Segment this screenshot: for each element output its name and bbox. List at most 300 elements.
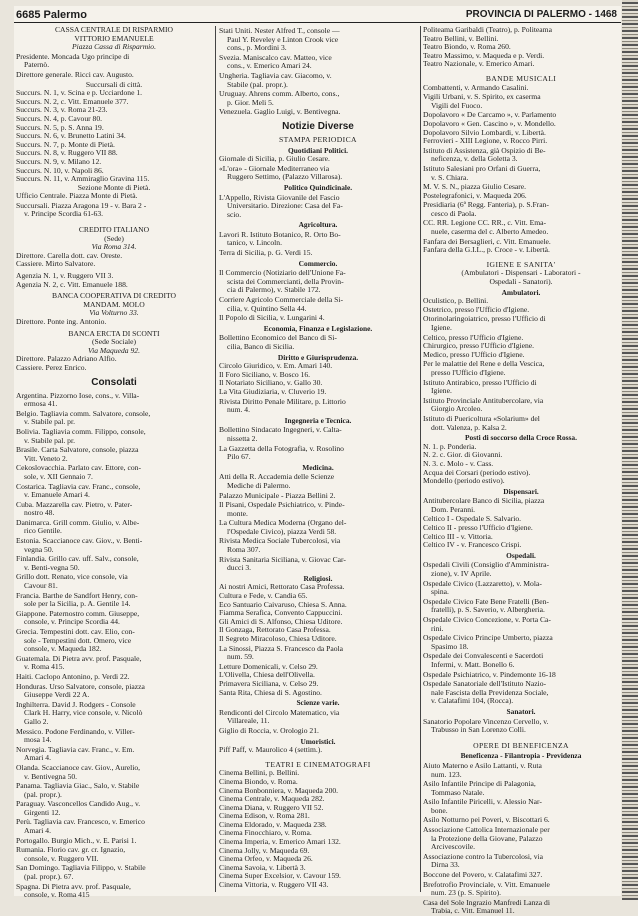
entry-line: Il Popolo di Sicilia, v. Lungarini 4. <box>219 313 325 323</box>
entry-line: Primavera Siciliana, v. Celso 29. <box>219 678 319 688</box>
entry-line: ducci 3. <box>227 563 252 573</box>
directory-entry <box>16 673 212 682</box>
directory-entry <box>16 818 212 835</box>
entry-line: Dirna 33. <box>431 860 460 870</box>
directory-entry <box>219 556 417 573</box>
directory-entry <box>219 194 417 220</box>
entry-line: Ospedale Civico Fate Bene Fratelli (Ben- <box>423 596 549 606</box>
entry-line: Ospedale Psichiatrico, v. Pindemonte 16-18 <box>423 669 556 679</box>
entry-line: Atti della R. Accademia delle Scienze <box>219 472 335 482</box>
entry-line: La Gazzetta della Fotografia, v. Rosolino <box>219 443 344 453</box>
entry-line: rini. <box>431 623 444 633</box>
entry-line: Rendiconti del Circolo Matematico, via <box>219 707 340 717</box>
entry-line: Succurs. N. 2, c. Vitt. Emanuele 377. <box>16 96 129 106</box>
directory-entry <box>219 426 417 443</box>
directory-entry <box>423 147 619 164</box>
entry-line: Cultura e Fede, v. Candia 65. <box>219 591 308 601</box>
entry-line: p. Gior. Meli 5. <box>227 97 274 107</box>
entry-line: cons., v. Emerico Amari 24. <box>227 61 312 71</box>
subsection-heading: Ambulatori. <box>501 287 541 297</box>
column-divider <box>215 26 216 892</box>
entry-line: Ospedale dei Convalescenti e Sacerdoti <box>423 651 544 661</box>
entry-line: Ospedale Civico Concezione, v. Porta Ca- <box>423 615 551 624</box>
centered-line: VITTORIO EMANUELE <box>74 33 154 43</box>
entry-line: Grillo dott. Renato, vice console, via <box>16 572 128 582</box>
directory-entry <box>16 483 212 500</box>
entry-line: Belgio. Tagliavia comm. Salvatore, console, <box>16 408 151 418</box>
entry-line: fratelli), p. S. Saverio, v. Albergheria. <box>431 605 545 615</box>
entry-line: Ufficio Centrale. Piazza Monte di Pietà. <box>16 191 138 201</box>
entry-line: sole - Tempestini dott. Omero, vice <box>24 635 132 645</box>
subsection-heading: Diritto e Giurisprudenza. <box>277 352 359 362</box>
entry-line: Cinema Edison, v. Roma 281. <box>219 811 310 821</box>
entry-line: Lavori R. Istituto Botanico, R. Orto Bo- <box>219 229 341 239</box>
entry-line: Celtico I - Ospedale S. Salvario. <box>423 514 522 524</box>
column-2 <box>219 26 417 894</box>
entry-line: Haiti. Caclopo Antonino, p. Verdi 22. <box>16 671 130 681</box>
entry-line: Asilo Infantile Principe di Palagonia, <box>423 779 536 789</box>
entry-line: Circolo Giuridico, v. Em. Amari 140. <box>219 361 333 371</box>
directory-entry <box>219 445 417 462</box>
entry-line: Inghilterra. David J. Rodgers - Console <box>16 699 136 709</box>
entry-line: Cinema Centrale, v. Maqueda 282. <box>219 794 325 804</box>
directory-entry <box>423 580 619 597</box>
entry-line: Messico. Podone Ferdinando, v. Viller- <box>16 726 135 736</box>
entry-line: v. Emanuele Amari 4. <box>24 490 90 500</box>
directory-entry <box>16 573 212 590</box>
directory-entry <box>423 397 619 414</box>
entry-line: Celtico IV - v. Francesco Crispi. <box>423 540 522 550</box>
entry-line: Rivista Sanitaria Siciliana, v. Giovac Car- <box>219 554 346 564</box>
entry-line: Teatro Biondo, v. Roma 260. <box>423 42 511 52</box>
entry-line: Panama. Tagliavia Giac., Salo, v. Stabile <box>16 781 140 791</box>
entry-line: Ospedale Civico Principe Umberto, piazza <box>423 633 553 643</box>
entry-line: Perù. Tagliavia cav. Francesco, v. Emerico <box>16 817 145 827</box>
entry-line: Arcivescovile. <box>431 842 476 852</box>
entry-line: Ospedale Sanatoriale dell'Istituto Nazio- <box>423 679 547 689</box>
entry-line: Rivista Medica Sociale Tubercolosi, via <box>219 536 341 546</box>
section-title: STAMPA PERIODICA <box>279 134 357 144</box>
entry-line: num. 4. <box>227 405 250 415</box>
entry-line: Cassiere. Perez Enrico. <box>16 362 87 372</box>
entry-line: Acqua dei Corsari (periodo estivo). <box>423 467 531 477</box>
directory-entry <box>16 628 212 654</box>
entry-line: ermosa 41. <box>24 399 58 409</box>
entry-line: Politeama Garibaldi (Teatro), p. Politeama <box>423 25 552 34</box>
directory-entry <box>423 652 619 669</box>
entry-line: Succurs. N. 6, v. Brunetto Latini 34. <box>16 131 126 141</box>
centered-line: (Sede Sociale) <box>91 337 137 347</box>
section-title: TEATRI E CINEMATOGRAFI <box>265 759 371 769</box>
address-line: Piazza Cassa di Risparmio. <box>72 42 156 52</box>
entry-line: Istituto di Assistenza, già Ospizio di Be- <box>423 145 546 155</box>
entry-line: Cinema Bellini, p. Bellini. <box>219 768 300 778</box>
header-rule <box>14 22 621 23</box>
directory-entry <box>423 780 619 797</box>
entry-line: Villareale, 11. <box>227 716 270 726</box>
entry-line: Guatemala. Di Pietra avv. prof. Pasquale, <box>16 653 142 663</box>
entry-line: dott. Valenza, p. Kalsa 2. <box>431 422 507 432</box>
book-edge <box>622 0 638 900</box>
entry-line: monte. <box>227 508 248 518</box>
entry-line: Vigili del Fuoco. <box>431 100 483 110</box>
entry-line: La Vita Giudiziaria, v. Cluverio 19. <box>219 386 327 396</box>
entry-line: cesco di Paola. <box>431 208 477 218</box>
entry-line: Antitubercolare Banco di Sicilia, piazza <box>423 496 545 506</box>
entry-line: Stabile (pal. propr.). <box>227 79 288 89</box>
centered-line: CREDITO ITALIANO <box>78 225 150 235</box>
directory-entry <box>16 728 212 745</box>
directory-entry <box>219 269 417 295</box>
entry-line: Cinema Biondo, v. Roma. <box>219 776 298 786</box>
entry-line: Roma 307. <box>227 545 261 555</box>
entry-line: Igiene. <box>431 386 452 396</box>
entry-line: num. 123. <box>431 769 462 779</box>
entry-line: CC. RR. Legione CC. RR., c. Vitt. Ema- <box>423 218 547 228</box>
directory-entry <box>16 71 212 80</box>
entry-line: Celtico II - presso l'Ufficio d'Igiene. <box>423 523 533 533</box>
entry-line: Dopolavoro « Gen. Cascino », v. Mondello. <box>423 118 556 128</box>
entry-line: «L'ora» - Giornale Mediterraneo via <box>219 163 330 173</box>
entry-line: Giornale di Sicilia, p. Giulio Cesare. <box>219 154 330 164</box>
entry-line: cons., p. Mordini 3. <box>227 43 287 53</box>
entry-line: Letture Domenicali, v. Celso 29. <box>219 661 318 671</box>
entry-line: Gli Amici di S. Alfonso, Chiesa Uditore. <box>219 616 343 626</box>
spacer <box>423 69 619 72</box>
entry-line: Danimarca. Grill comm. Giulio, v. Albe- <box>16 517 140 527</box>
entry-line: Rumania. Florio cav. gr. cr. Ignazio, <box>16 845 126 855</box>
entry-line: Teatro Massimo, v. Maqueda e p. Verdi. <box>423 50 545 60</box>
entry-line: Postelegrafonici, v. Maqueda 206. <box>423 190 527 200</box>
directory-entry <box>423 165 619 182</box>
entry-line: Fiamma Serafica, Convento Cappuccini. <box>219 608 343 618</box>
directory-entry <box>16 537 212 554</box>
subsection-heading: Agricoltura. <box>298 220 338 230</box>
entry-line: Direttore. Ponte ing. Antonio. <box>16 317 107 326</box>
entry-line: Succurs. N. 3, v. Roma 21-23. <box>16 105 108 115</box>
centered-line: (Sede) <box>104 233 124 243</box>
directory-entry <box>423 899 619 916</box>
entry-line: Honduras. Urso Salvatore, console, piazza <box>16 681 145 691</box>
entry-line: Amari 4. <box>24 826 51 836</box>
directory-entry <box>16 428 212 445</box>
entry-line: Trabia, c. Vitt. Emanuel 11. <box>431 906 515 916</box>
entry-line: Casa del Sole Ingrazio Manfredi Lanza di <box>423 897 550 907</box>
directory-entry <box>16 610 212 627</box>
entry-line: Cavour 81. <box>24 581 58 591</box>
centered-line: (Ambulatori - Dispensari - Laboratori - <box>461 268 581 278</box>
entry-line: Trabusso in San Lorenzo Colli. <box>431 725 526 735</box>
directory-entry <box>423 826 619 852</box>
entry-line: cilia, Banco di Sicilia. <box>227 342 295 351</box>
entry-line: L'Olivella, Chiesa dell'Olivella. <box>219 670 315 680</box>
directory-entry <box>219 398 417 415</box>
centered-line: Succursali di città. <box>85 79 143 89</box>
directory-entry <box>16 864 212 881</box>
directory-page <box>14 6 621 916</box>
entry-line: Direttore. Palazzo Adriano Alfio. <box>16 354 117 364</box>
entry-line: Il Foro Siciliano, v. Bosco 16. <box>219 369 311 379</box>
address-line: Via Volturno 33. <box>89 308 139 318</box>
entry-line: Cinema Vittoria, v. Ruggero VII 43. <box>219 880 329 890</box>
subsection-heading: Beneficenza - Filantropia - Previdenza <box>460 751 582 761</box>
column-divider <box>420 26 421 892</box>
spacer <box>423 736 619 739</box>
directory-entry <box>219 334 417 351</box>
entry-line: Il Pisani, Ospedale Psichiatrico, v. Pinde- <box>219 500 345 510</box>
entry-line: Succurs. N. 4, p. Cavour 80. <box>16 113 103 123</box>
directory-entry <box>219 473 417 490</box>
subsection-heading: Politico Quindicinale. <box>283 182 353 192</box>
section-title: BANDE MUSICALI <box>485 73 557 83</box>
entry-line: Spasimo 18. <box>431 641 469 651</box>
directory-entry <box>16 837 212 846</box>
directory-entry <box>16 655 212 672</box>
subsection-heading: Ospedali. <box>506 550 536 560</box>
entry-line: console, v. Roma 415 <box>24 890 90 900</box>
page-header <box>16 9 617 23</box>
entry-line: v. Roma 415. <box>24 662 65 672</box>
entry-line: Paternò. <box>24 60 50 70</box>
entry-line: Ospedali Civili (Consiglio d'Amministra- <box>423 560 550 570</box>
entry-line: Istituto di Puericoltura «Solarium» del <box>423 413 540 423</box>
entry-line: La Cultura Medica Moderna (Organo del- <box>219 518 347 528</box>
directory-entry <box>16 519 212 536</box>
entry-line: vegna 50. <box>24 544 54 554</box>
entry-line: Agenzia N. 1, v. Ruggero VII 3. <box>16 271 114 281</box>
entry-line: N. 1. p. Ponderia. <box>423 441 477 451</box>
entry-line: Oculistico, p. Bellini. <box>423 296 489 306</box>
entry-line: Brasile. Carta Salvatore, console, piazza <box>16 445 139 455</box>
entry-line: Il Commercio (Notiziario dell'Unione Fa- <box>219 268 346 278</box>
entry-line: (pal. propr.). 67. <box>24 872 74 882</box>
entry-line: Succurs. N. 7, p. Monte di Pietà. <box>16 139 115 149</box>
subsection-heading: Ingegneria e Tecnica. <box>284 415 352 425</box>
entry-line: Mediche di Palermo. <box>227 480 291 490</box>
directory-entry <box>423 497 619 514</box>
entry-line: Cassiere. Mirto Salvatore. <box>16 259 96 269</box>
entry-line: Svezia. Maniscalco cav. Matteo, vice <box>219 52 332 62</box>
entry-line: Combattenti, v. Armando Casalini. <box>423 82 529 92</box>
section-title: OPERE DI BENEFICENZA <box>473 740 569 750</box>
entry-line: scista dei Commercianti, della Provin- <box>227 276 344 286</box>
entry-line: Piff Paff, v. Maurolico 4 (settim.). <box>219 745 323 755</box>
entry-line: Associazione Cattolica Internazionale per <box>423 825 550 835</box>
entry-line: console, v. Maqueda 182. <box>24 644 102 654</box>
entry-line: Aiuto Materno e Asilo Lattanti, v. Ruta <box>423 760 542 770</box>
entry-line: Celtico III - v. Vittoria. <box>423 531 493 541</box>
subsection-heading: Medicina. <box>302 462 334 472</box>
directory-entry <box>423 598 619 615</box>
page-header-left: 6685 Palermo <box>16 9 87 21</box>
directory-entry <box>219 296 417 313</box>
directory-entry <box>423 415 619 432</box>
entry-line: Dopolavoro « De Carcamo », v. Parlamento <box>423 110 557 120</box>
entry-line: Direttore. Carella dott. cav. Oreste. <box>16 250 123 260</box>
entry-line: num. 23 (p. S. Spirito). <box>431 888 502 898</box>
directory-entry <box>423 315 619 332</box>
entry-line: Gallo 2. <box>24 716 49 726</box>
entry-line: Succurs. N. 1, v. Scina e p. Ucciardone 1. <box>16 88 143 98</box>
entry-line: M. V. S. N., piazza Giulio Cesare. <box>423 182 527 192</box>
subsection-heading: Sanatori. <box>506 706 536 716</box>
entry-line: Infermi, v. Matt. Bonello 6. <box>431 659 515 669</box>
subsection-heading: Dispensari. <box>503 486 539 496</box>
directory-entry <box>219 709 417 726</box>
entry-line: Succurs. N. 8, v. Ruggero VII 88. <box>16 148 118 158</box>
entry-line: Cinema Finocchiaro, v. Roma. <box>219 828 312 838</box>
directory-entry <box>219 72 417 89</box>
address-line: Via Roma 314. <box>91 242 137 252</box>
entry-line: Norvegia. Tagliavia cav. Franc., v. Em. <box>16 744 135 754</box>
directory-entry <box>16 883 212 900</box>
entry-line: Francia. Barthe de Sandfort Henry, con- <box>16 590 138 600</box>
entry-line: Istituto Salesiani pro Orfani di Guerra, <box>423 163 541 173</box>
entry-line: Venezuela. Gaglio Luigi, v. Bentivegna. <box>219 107 341 117</box>
entry-line: nostro 48. <box>24 508 55 518</box>
entry-line: Chirurgico, presso l'Ufficio d'Igiene. <box>423 341 535 351</box>
entry-line: sole, v. XII Gennaio 7. <box>24 471 93 481</box>
entry-line: console, v. Ruggero VII. <box>24 853 99 863</box>
entry-line: console, v. Principe Scordia 44. <box>24 617 120 627</box>
directory-entry <box>16 846 212 863</box>
entry-line: Costarica. Tagliavia cav. Franc., console, <box>16 481 141 491</box>
entry-line: Succurs. N. 11, v. Ammiraglio Gravina 115. <box>16 174 150 184</box>
directory-entry <box>16 555 212 572</box>
directory-entry <box>219 54 417 71</box>
entry-line: bone. <box>431 805 448 815</box>
section-title: IGIENE E SANITA' <box>486 259 556 269</box>
entry-line: scio. <box>227 209 242 219</box>
directory-entry <box>16 683 212 700</box>
entry-line: Terra di Sicilia, p. G. Verdi 15. <box>219 248 313 258</box>
centered-line: Sezione Monte di Pietà. <box>77 182 151 192</box>
column-3 <box>423 25 619 916</box>
entry-line: Estonia. Scaccianoce cav. Giov., v. Benti- <box>16 536 143 546</box>
page-header-right: PROVINCIA DI PALERMO - 1468 <box>465 9 617 20</box>
entry-line: cilia, v. Quintino Sella 44. <box>227 303 307 313</box>
directory-entry <box>423 634 619 651</box>
directory-entry <box>16 53 212 70</box>
column-1 <box>16 25 212 900</box>
entry-line: Succurs. N. 5, p. S. Anna 19. <box>16 122 104 132</box>
entry-line: v. Principe Scordia 61-63. <box>24 209 104 219</box>
subsection-heading: Scienze varie. <box>296 698 340 708</box>
section-heading: Consolati <box>91 376 137 388</box>
entry-line: rico Gentile. <box>24 526 62 536</box>
directory-entry <box>423 853 619 870</box>
entry-line: Il Segreto Miracoloso, Chiesa Uditore. <box>219 634 337 643</box>
entry-line: Rivista Diritto Penale Militare, p. Littorio <box>219 396 346 406</box>
entry-line: Direttore generale. Ricci cav. Augusto. <box>16 69 134 79</box>
entry-line: Vigili Urbani, v. S. Spirito, ex caserma <box>423 92 541 102</box>
directory-entry <box>219 231 417 248</box>
centered-line: BANCA COOPERATIVA DI CREDITO <box>52 291 176 301</box>
entry-line: Ungheria. Tagliavia cav. Giacomo, v. <box>219 70 332 80</box>
entry-line: Succurs. N. 10, v. Napoli 86. <box>16 165 104 175</box>
entry-line: L'Appello, Rivista Giovanile del Fascio <box>219 192 340 202</box>
entry-line: Giappone. Paternostro comm. Giuseppe, <box>16 608 140 618</box>
entry-line: N. 3. c. Molo - v. Cass. <box>423 458 494 468</box>
directory-entry <box>423 680 619 706</box>
entry-line: Il Notariato Siciliano, v. Gallo 30. <box>219 378 323 388</box>
entry-line: Asilo Notturno pei Poveri, v. Biscottari 6. <box>423 815 550 825</box>
entry-line: l'Ospedale Civico), piazza Verdi 58. <box>227 526 337 536</box>
subsection-heading: Posti di soccorso della Croce Rossa. <box>465 433 577 443</box>
entry-line: Igiene. <box>431 323 452 332</box>
entry-line: Istituto Provinciale Antitubercolare, via <box>423 395 544 405</box>
entry-line: Istituto Antirabico, presso l'Ufficio di <box>423 377 537 387</box>
entry-line: Portogallo. Burgio Mich., v. E. Parisi 1. <box>16 835 137 845</box>
centered-line: MANDAM. MOLO <box>83 299 145 309</box>
entry-line: Corriere Agricolo Commerciale della Si- <box>219 295 343 305</box>
directory-entry <box>423 881 619 898</box>
entry-line: Tommaso Natale. <box>431 787 485 797</box>
entry-line: Bolivia. Tagliavia comm. Filippo, console, <box>16 426 146 436</box>
entry-line: Universitario. Direzione: Casa del Fa- <box>227 201 343 211</box>
subsection-heading: Commercio. <box>298 258 338 268</box>
directory-entry <box>423 219 619 236</box>
entry-line: Uruguay. Ahrens comm. Alberto, cons., <box>219 89 340 99</box>
entry-line: v. Benti-vegna 50. <box>24 562 80 572</box>
subsection-heading: Economia, Finanza e Legislazione. <box>263 323 373 333</box>
entry-line: Fanfara dei Bersaglieri, c. Vitt. Emanuele. <box>423 236 551 246</box>
directory-entry <box>16 202 212 219</box>
directory-entry <box>219 90 417 107</box>
directory-entry <box>219 501 417 518</box>
entry-line: Dopolavoro Silvio Lombardi, v. Libertà. <box>423 127 546 137</box>
entry-line: Ai nostri Amici, Rettorato Casa Professa. <box>219 582 345 592</box>
entry-line: Pilo 67. <box>227 452 251 462</box>
entry-line: Fanfara della G.I.L., p. Croce - v. Libertà. <box>423 245 550 255</box>
directory-entry <box>423 93 619 110</box>
directory-entry <box>423 360 619 377</box>
subsection-heading: Quotidiani Politici. <box>288 145 348 155</box>
directory-entry <box>423 762 619 779</box>
entry-line: Eco Santuario Caivaruso, Chiesa S. Anna. <box>219 599 347 609</box>
entry-line: Stati Uniti. Nester Alfred T., console — <box>219 26 340 35</box>
entry-line: Ruggero Settimo, (Palazzo Villarosa). <box>227 172 343 182</box>
entry-line: Bollettino Sindacato Ingegneri, v. Calta- <box>219 425 342 435</box>
subsection-heading: Religiosi. <box>303 573 333 583</box>
entry-line: Agenzia N. 2, c. Vitt. Emanuele 188. <box>16 279 128 289</box>
centered-line: BANCA ERCTA DI SCONTI <box>68 328 160 338</box>
entry-line: cia di Palermo), v. Stabile 172. <box>227 285 321 295</box>
directory-entry <box>16 464 212 481</box>
entry-line: v. Stabile pal. pr. <box>24 435 75 445</box>
entry-line: Finlandia. Grillo cav. uff. Salv., console, <box>16 554 139 564</box>
directory-entry <box>423 616 619 633</box>
entry-line: Per le malattie del Rene e della Vescica, <box>423 359 545 369</box>
centered-line: Ospedali - Sanatori). <box>489 277 553 287</box>
entry-line: Cinema Orfeo, v. Maqueda 26. <box>219 854 313 864</box>
address-line: Via Maqueda 92. <box>88 345 140 355</box>
entry-line: Succursali. Piazza Aragona 19 - v. Bara 2 - <box>16 200 147 210</box>
entry-line: num. 59. <box>227 652 254 662</box>
subsection-heading: Umoristici. <box>300 736 336 746</box>
directory-entry <box>219 519 417 536</box>
entry-line: Presidiaria (6ª Regg. Fanteria), p. S.Fran- <box>423 200 549 210</box>
entry-line: La Sinossi, Piazza S. Francesco da Paola <box>219 643 344 653</box>
entry-line: Giuseppe Verdi 22 A. <box>24 690 90 700</box>
entry-line: Presidente. Moncada Ugo principe di <box>16 51 130 61</box>
entry-line: Cinema Super Excelsior, v. Cavour 159. <box>219 871 341 881</box>
entry-line: Grecia. Tempestini dott. cav. Elio, con- <box>16 627 135 636</box>
entry-line: Succurs. N. 9, v. Milano 12. <box>16 156 102 166</box>
directory-entry <box>423 201 619 218</box>
entry-line: nale Fascista della Previdenza Sociale, <box>431 687 549 697</box>
entry-line: N. 2. c. Gior. di Giovanni. <box>423 450 503 460</box>
